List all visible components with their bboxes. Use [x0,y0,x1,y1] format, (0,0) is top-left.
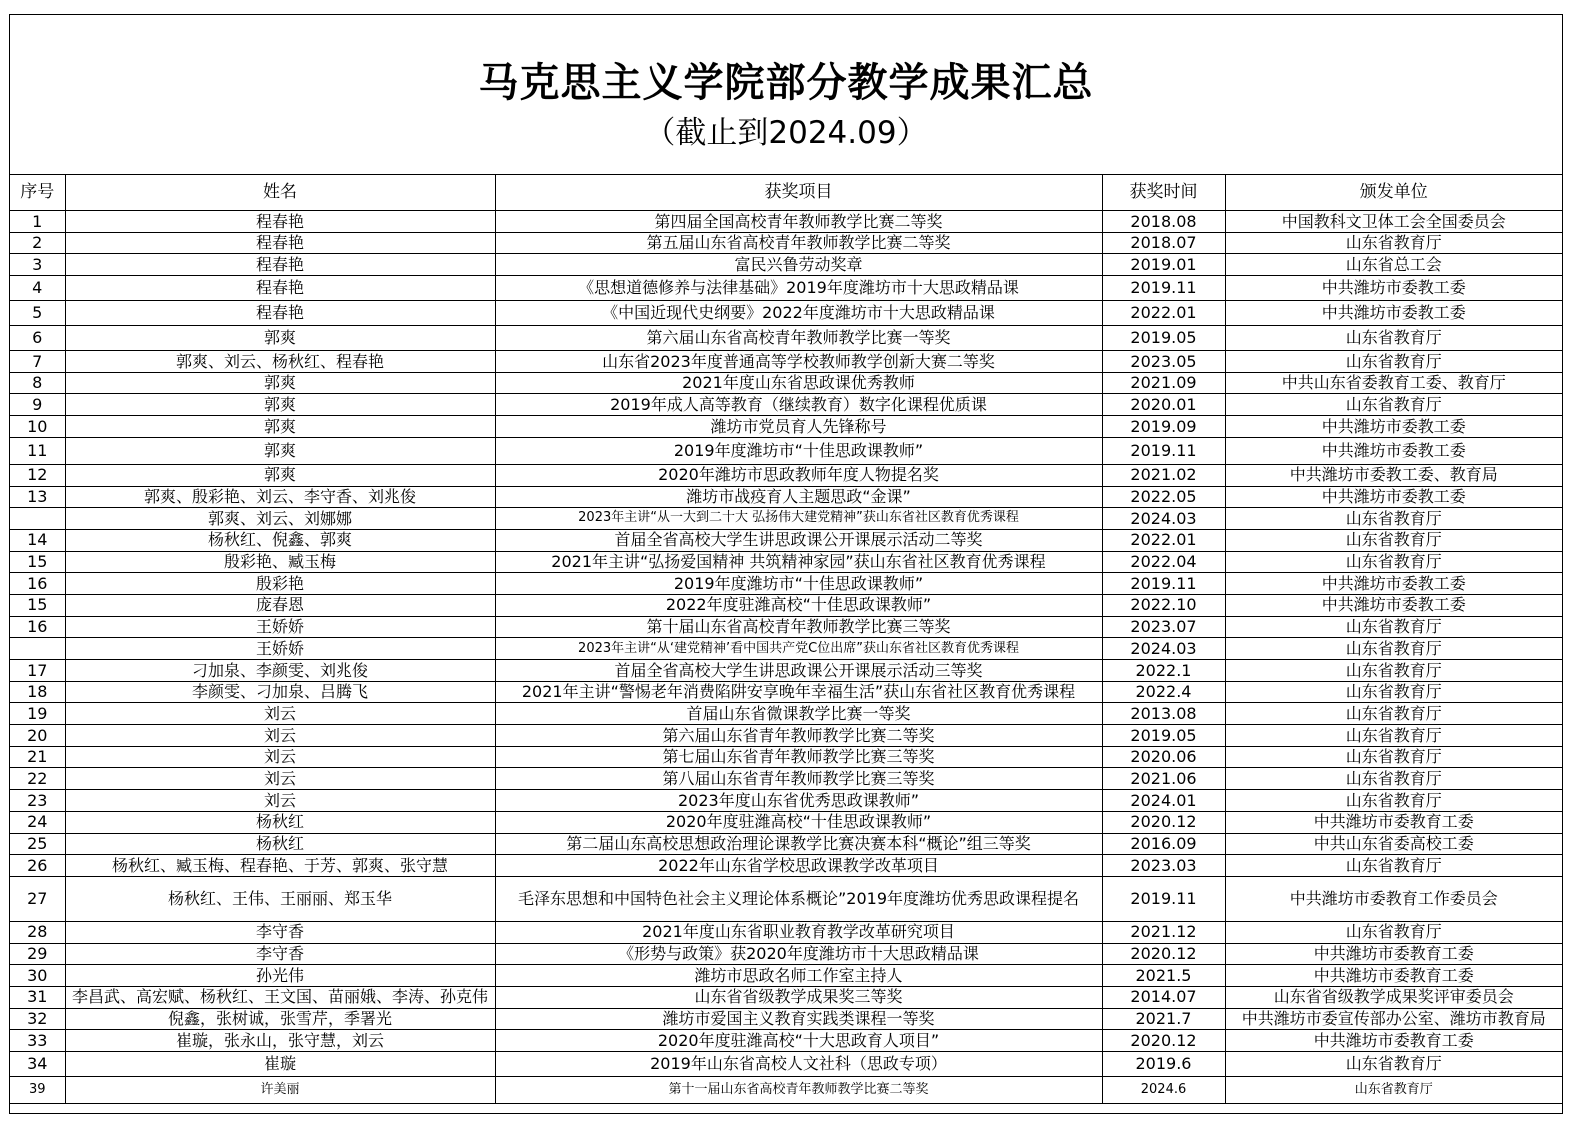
cell-name[interactable]: 郭爽、刘云、刘娜娜 [65,508,495,530]
cell-no[interactable]: 19 [10,703,65,725]
cell-issuer[interactable]: 山东省总工会 [1225,254,1562,276]
table-row [10,876,1562,921]
cell-issuer[interactable]: 山东省教育厅 [1225,725,1562,747]
table-row [10,211,1562,233]
table-row [10,416,1562,438]
header-name[interactable]: 姓名 [65,175,495,211]
cell-award[interactable]: 首届山东省微课教学比赛一等奖 [495,703,1102,725]
table-row [10,921,1562,943]
cell-name[interactable]: 庞春恩 [65,594,495,616]
table-row [10,1077,1562,1104]
cell-time[interactable]: 2021.09 [1102,372,1225,394]
cell-name[interactable]: 程春艳 [65,301,495,326]
cell-name[interactable]: 杨秋红、倪鑫、郭爽 [65,529,495,551]
cell-issuer[interactable]: 中共山东省委教育工委、教育厅 [1225,372,1562,394]
cell-issuer[interactable]: 山东省教育厅 [1225,529,1562,551]
cell-name[interactable]: 崔璇 [65,1052,495,1077]
cell-issuer[interactable]: 中共潍坊市委教工委 [1225,594,1562,616]
table-row [10,573,1562,595]
table-row [10,529,1562,551]
cell-no[interactable]: 15 [10,594,65,616]
cell-no[interactable]: 27 [10,876,65,921]
cell-no[interactable]: 16 [10,616,65,638]
cell-award[interactable]: 2021年度山东省职业教育教学改革研究项目 [495,921,1102,943]
cell-award[interactable]: 2019年度潍坊市“十佳思政课教师” [495,573,1102,595]
cell-time[interactable]: 2022.10 [1102,594,1225,616]
cell-time[interactable]: 2021.06 [1102,768,1225,790]
cell-name[interactable]: 杨秋红、臧玉梅、程春艳、于芳、郭爽、张守慧 [65,855,495,877]
cell-name[interactable]: 程春艳 [65,254,495,276]
table-row [10,811,1562,833]
cell-no[interactable]: 26 [10,855,65,877]
cell-issuer[interactable]: 中共潍坊市委教工委 [1225,416,1562,438]
table-row [10,594,1562,616]
cell-name[interactable]: 殷彩艳 [65,573,495,595]
cell-name[interactable]: 刘云 [65,703,495,725]
cell-issuer[interactable]: 山东省教育厅 [1225,746,1562,768]
cell-no[interactable]: 4 [10,276,65,301]
cell-award[interactable]: 第二届山东高校思想政治理论课教学比赛决赛本科“概论”组三等奖 [495,833,1102,855]
cell-award[interactable]: 2023年主讲“从‘建党精神’看中国共产党C位出席”获山东省社区教育优秀课程 [495,638,1102,660]
cell-name[interactable]: 倪鑫，张树诚，张雪芹，季署光 [65,1008,495,1030]
cell-award[interactable]: 第六届山东省高校青年教师教学比赛一等奖 [495,326,1102,351]
cell-no[interactable]: 33 [10,1030,65,1052]
cell-no[interactable]: 18 [10,681,65,703]
header-award[interactable]: 获奖项目 [495,175,1102,211]
cell-name[interactable]: 李昌武、高宏赋、杨秋红、王文国、苗丽娥、李涛、孙克伟 [65,986,495,1008]
cell-award[interactable]: 2022年山东省学校思政课教学改革项目 [495,855,1102,877]
cell-award[interactable]: 第十届山东省高校青年教师教学比赛三等奖 [495,616,1102,638]
cell-issuer[interactable]: 中共潍坊市委教工委 [1225,276,1562,301]
cell-award[interactable]: 2022年度驻潍高校“十佳思政课教师” [495,594,1102,616]
cell-time[interactable]: 2022.01 [1102,529,1225,551]
spreadsheet-page [9,14,1563,1114]
cell-no[interactable]: 34 [10,1052,65,1077]
cell-name[interactable]: 王娇娇 [65,638,495,660]
cell-name[interactable]: 李守香 [65,921,495,943]
table-row [10,551,1562,573]
cell-issuer[interactable]: 中共潍坊市委教育工委 [1225,965,1562,987]
cell-issuer[interactable]: 山东省教育厅 [1225,703,1562,725]
cell-award[interactable]: 首届全省高校大学生讲思政课公开课展示活动二等奖 [495,529,1102,551]
cell-no[interactable]: 31 [10,986,65,1008]
table-row [10,965,1562,987]
cell-issuer[interactable]: 中共潍坊市委教工委、教育局 [1225,464,1562,486]
cell-time[interactable]: 2020.12 [1102,811,1225,833]
cell-issuer[interactable]: 中共潍坊市委教育工委 [1225,811,1562,833]
cell-award[interactable]: 第六届山东省青年教师教学比赛二等奖 [495,725,1102,747]
cell-award[interactable]: 2021年主讲“警惕老年消费陷阱安享晚年幸福生活”获山东省社区教育优秀课程 [495,681,1102,703]
cell-award[interactable]: 第五届山东省高校青年教师教学比赛二等奖 [495,232,1102,254]
cell-no[interactable]: 21 [10,746,65,768]
cell-time[interactable]: 2019.6 [1102,1052,1225,1077]
table-row [10,276,1562,301]
cell-no[interactable]: 28 [10,921,65,943]
awards-table [10,175,1562,1104]
table-row [10,681,1562,703]
cell-issuer[interactable]: 中共山东省委高校工委 [1225,833,1562,855]
cell-name[interactable]: 程春艳 [65,232,495,254]
table-body [10,211,1562,1104]
cell-time[interactable]: 2023.07 [1102,616,1225,638]
table-row [10,746,1562,768]
cell-time[interactable]: 2016.09 [1102,833,1225,855]
cell-no[interactable]: 3 [10,254,65,276]
cell-time[interactable]: 2019.11 [1102,876,1225,921]
cell-award[interactable]: 第八届山东省青年教师教学比赛三等奖 [495,768,1102,790]
title-block [10,15,1562,175]
cell-award[interactable]: 《形势与政策》获2020年度潍坊市十大思政精品课 [495,943,1102,965]
cell-issuer[interactable]: 山东省教育厅 [1225,394,1562,416]
cell-name[interactable]: 刘云 [65,790,495,812]
table-row [10,943,1562,965]
cell-no[interactable]: 17 [10,660,65,682]
cell-name[interactable]: 杨秋红 [65,811,495,833]
cell-issuer[interactable]: 山东省教育厅 [1225,681,1562,703]
cell-name[interactable]: 刘云 [65,768,495,790]
cell-award[interactable]: 2021年主讲“弘扬爱国精神 共筑精神家园”获山东省社区教育优秀课程 [495,551,1102,573]
cell-name[interactable]: 李颜雯、刁加泉、吕腾飞 [65,681,495,703]
cell-no[interactable]: 25 [10,833,65,855]
cell-time[interactable]: 2021.7 [1102,1008,1225,1030]
cell-name[interactable]: 刘云 [65,746,495,768]
cell-issuer[interactable]: 山东省教育厅 [1225,921,1562,943]
cell-issuer[interactable]: 中共潍坊市委教工委 [1225,437,1562,464]
cell-no[interactable]: 9 [10,394,65,416]
cell-no[interactable]: 39 [10,1077,65,1104]
cell-award[interactable]: 2023年主讲“从一大到二十大 弘扬伟大建党精神”获山东省社区教育优秀课程 [495,508,1102,530]
cell-time[interactable]: 2022.01 [1102,301,1225,326]
cell-issuer[interactable]: 中共潍坊市委教育工作委员会 [1225,876,1562,921]
header-issuer[interactable]: 颁发单位 [1225,175,1562,211]
cell-award[interactable]: 潍坊市党员育人先锋称号 [495,416,1102,438]
cell-name[interactable]: 王娇娇 [65,616,495,638]
cell-award[interactable]: 第七届山东省青年教师教学比赛三等奖 [495,746,1102,768]
cell-issuer[interactable]: 山东省教育厅 [1225,790,1562,812]
table-row [10,464,1562,486]
cell-time[interactable]: 2024.03 [1102,508,1225,530]
cell-name[interactable]: 程春艳 [65,211,495,233]
cell-award[interactable]: 2019年山东省高校人文社科（思政专项） [495,1052,1102,1077]
cell-name[interactable]: 许美丽 [65,1077,495,1104]
cell-issuer[interactable]: 山东省省级教学成果奖评审委员会 [1225,986,1562,1008]
cell-time[interactable]: 2013.08 [1102,703,1225,725]
cell-award[interactable]: 第四届全国高校青年教师教学比赛二等奖 [495,211,1102,233]
page-subtitle: （截止到2024.09） [644,115,928,151]
cell-no[interactable] [10,638,65,660]
cell-time[interactable]: 2019.05 [1102,725,1225,747]
cell-name[interactable]: 郭爽 [65,464,495,486]
cell-time[interactable]: 2021.12 [1102,921,1225,943]
table-row [10,254,1562,276]
cell-no[interactable]: 7 [10,351,65,373]
cell-no[interactable]: 6 [10,326,65,351]
cell-issuer[interactable]: 山东省教育厅 [1225,1052,1562,1077]
cell-award[interactable]: 山东省2023年度普通高等学校教师教学创新大赛二等奖 [495,351,1102,373]
cell-award[interactable]: 2019年度潍坊市“十佳思政课教师” [495,437,1102,464]
cell-no[interactable]: 22 [10,768,65,790]
cell-time[interactable]: 2018.07 [1102,232,1225,254]
table-row [10,986,1562,1008]
cell-no[interactable]: 30 [10,965,65,987]
cell-award[interactable]: 潍坊市战疫育人主题思政“金课” [495,486,1102,508]
cell-issuer[interactable]: 山东省教育厅 [1225,551,1562,573]
cell-no[interactable]: 15 [10,551,65,573]
cell-time[interactable]: 2019.05 [1102,326,1225,351]
cell-time[interactable]: 2021.02 [1102,464,1225,486]
table-row [10,326,1562,351]
cell-award[interactable]: 潍坊市思政名师工作室主持人 [495,965,1102,987]
table-row [10,1052,1562,1077]
header-time[interactable]: 获奖时间 [1102,175,1225,211]
cell-time[interactable]: 2024.03 [1102,638,1225,660]
cell-name[interactable]: 郭爽 [65,372,495,394]
cell-no[interactable]: 12 [10,464,65,486]
cell-award[interactable]: 2021年度山东省思政课优秀教师 [495,372,1102,394]
cell-no[interactable]: 11 [10,437,65,464]
cell-award[interactable]: 富民兴鲁劳动奖章 [495,254,1102,276]
table-row [10,394,1562,416]
table-row [10,232,1562,254]
cell-time[interactable]: 2022.05 [1102,486,1225,508]
cell-award[interactable]: 《中国近现代史纲要》2022年度潍坊市十大思政精品课 [495,301,1102,326]
cell-time[interactable]: 2020.12 [1102,1030,1225,1052]
cell-name[interactable]: 程春艳 [65,276,495,301]
cell-award[interactable]: 2019年成人高等教育（继续教育）数字化课程优质课 [495,394,1102,416]
cell-time[interactable]: 2022.04 [1102,551,1225,573]
cell-no[interactable]: 23 [10,790,65,812]
table-row [10,768,1562,790]
cell-time[interactable]: 2021.5 [1102,965,1225,987]
cell-issuer[interactable]: 中共潍坊市委教工委 [1225,301,1562,326]
cell-name[interactable]: 郭爽 [65,394,495,416]
cell-name[interactable]: 郭爽 [65,326,495,351]
cell-name[interactable]: 杨秋红、王伟、王丽丽、郑玉华 [65,876,495,921]
cell-issuer[interactable]: 山东省教育厅 [1225,638,1562,660]
cell-no[interactable]: 29 [10,943,65,965]
table-row [10,616,1562,638]
cell-time[interactable]: 2019.09 [1102,416,1225,438]
cell-name[interactable]: 孙光伟 [65,965,495,987]
cell-time[interactable]: 2019.01 [1102,254,1225,276]
cell-name[interactable]: 刁加泉、李颜雯、刘兆俊 [65,660,495,682]
cell-name[interactable]: 郭爽 [65,416,495,438]
cell-award[interactable]: 《思想道德修养与法律基础》2019年度潍坊市十大思政精品课 [495,276,1102,301]
cell-name[interactable]: 郭爽 [65,437,495,464]
cell-name[interactable]: 郭爽、刘云、杨秋红、程春艳 [65,351,495,373]
cell-name[interactable]: 崔璇，张永山，张守慧，刘云 [65,1030,495,1052]
cell-no[interactable]: 10 [10,416,65,438]
cell-time[interactable]: 2022.1 [1102,660,1225,682]
cell-time[interactable]: 2023.05 [1102,351,1225,373]
cell-no[interactable]: 2 [10,232,65,254]
cell-no[interactable]: 32 [10,1008,65,1030]
cell-no[interactable]: 24 [10,811,65,833]
cell-issuer[interactable]: 中共潍坊市委教工委 [1225,486,1562,508]
cell-award[interactable]: 毛泽东思想和中国特色社会主义理论体系概论”2019年度潍坊优秀思政课程提名 [495,876,1102,921]
cell-issuer[interactable]: 山东省教育厅 [1225,351,1562,373]
cell-time[interactable]: 2020.01 [1102,394,1225,416]
cell-issuer[interactable]: 中共潍坊市委教育工委 [1225,1030,1562,1052]
cell-award[interactable]: 2023年度山东省优秀思政课教师” [495,790,1102,812]
cell-time[interactable]: 2024.6 [1102,1077,1225,1104]
table-row [10,301,1562,326]
cell-award[interactable]: 第十一届山东省高校青年教师教学比赛二等奖 [495,1077,1102,1104]
cell-time[interactable]: 2019.11 [1102,437,1225,464]
cell-issuer[interactable]: 中共潍坊市委教工委 [1225,573,1562,595]
page-title: 马克思主义学院部分教学成果汇总 [478,60,1094,106]
table-row [10,1008,1562,1030]
cell-issuer[interactable]: 山东省教育厅 [1225,855,1562,877]
cell-time[interactable]: 2018.08 [1102,211,1225,233]
cell-name[interactable]: 刘云 [65,725,495,747]
table-row [10,351,1562,373]
cell-time[interactable]: 2023.03 [1102,855,1225,877]
table-row [10,508,1562,530]
header-row [10,175,1562,211]
cell-time[interactable]: 2020.12 [1102,943,1225,965]
cell-award[interactable]: 山东省省级教学成果奖三等奖 [495,986,1102,1008]
cell-award[interactable]: 首届全省高校大学生讲思政课公开课展示活动三等奖 [495,660,1102,682]
cell-time[interactable]: 2024.01 [1102,790,1225,812]
table-row [10,1030,1562,1052]
cell-time[interactable]: 2014.07 [1102,986,1225,1008]
table-row [10,790,1562,812]
table-row [10,833,1562,855]
cell-no[interactable]: 5 [10,301,65,326]
cell-no[interactable]: 14 [10,529,65,551]
cell-award[interactable]: 2020年度驻潍高校“十大思政育人项目” [495,1030,1102,1052]
cell-time[interactable]: 2020.06 [1102,746,1225,768]
cell-no[interactable]: 13 [10,486,65,508]
cell-issuer[interactable]: 山东省教育厅 [1225,616,1562,638]
cell-award[interactable]: 2020年度驻潍高校“十佳思政课教师” [495,811,1102,833]
cell-issuer[interactable]: 中共潍坊市委宣传部办公室、潍坊市教育局 [1225,1008,1562,1030]
cell-issuer[interactable]: 山东省教育厅 [1225,508,1562,530]
cell-issuer[interactable]: 山东省教育厅 [1225,660,1562,682]
cell-time[interactable]: 2019.11 [1102,276,1225,301]
cell-time[interactable]: 2019.11 [1102,573,1225,595]
cell-name[interactable]: 郭爽、殷彩艳、刘云、李守香、刘兆俊 [65,486,495,508]
header-no[interactable]: 序号 [10,175,65,211]
cell-no[interactable]: 16 [10,573,65,595]
cell-name[interactable]: 李守香 [65,943,495,965]
cell-no[interactable]: 1 [10,211,65,233]
cell-no[interactable]: 20 [10,725,65,747]
table-row [10,660,1562,682]
cell-issuer[interactable]: 山东省教育厅 [1225,232,1562,254]
cell-issuer[interactable]: 中国教科文卫体工会全国委员会 [1225,211,1562,233]
cell-name[interactable]: 殷彩艳、臧玉梅 [65,551,495,573]
table-row [10,855,1562,877]
table-row [10,486,1562,508]
table-row [10,703,1562,725]
cell-issuer[interactable]: 中共潍坊市委教育工委 [1225,943,1562,965]
table-row [10,437,1562,464]
cell-time[interactable]: 2022.4 [1102,681,1225,703]
cell-award[interactable]: 潍坊市爱国主义教育实践类课程一等奖 [495,1008,1102,1030]
cell-issuer[interactable]: 山东省教育厅 [1225,768,1562,790]
table-row [10,725,1562,747]
table-row [10,372,1562,394]
cell-no[interactable]: 8 [10,372,65,394]
cell-issuer[interactable]: 山东省教育厅 [1225,326,1562,351]
cell-no[interactable] [10,508,65,530]
cell-name[interactable]: 杨秋红 [65,833,495,855]
cell-issuer[interactable]: 山东省教育厅 [1225,1077,1562,1104]
table-row [10,638,1562,660]
cell-award[interactable]: 2020年潍坊市思政教师年度人物提名奖 [495,464,1102,486]
